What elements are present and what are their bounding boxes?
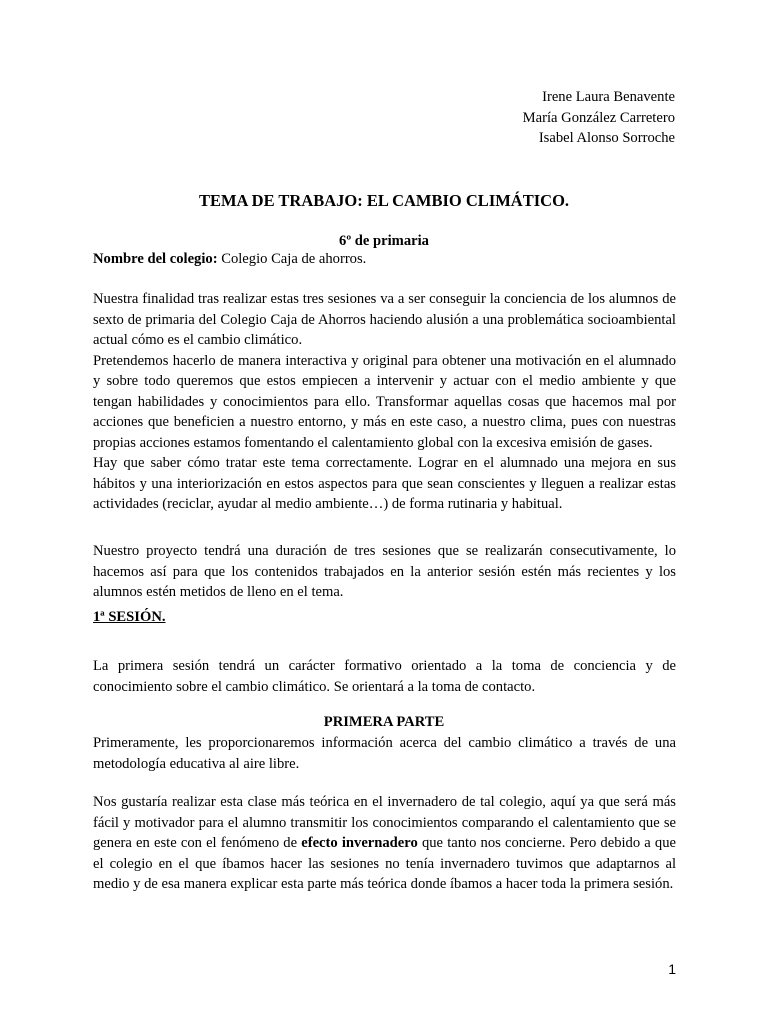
greenhouse-text-start: Nos gustaría realizar esta clase más teórica en el invernadero de tal colegio, aquí ya que será más fácil y motivador para el alumno transmitir los conocimientos comparando el calentamiento que se genera en este con el fenómeno de bbox=[93, 794, 676, 851]
author-list bbox=[523, 87, 675, 149]
greenhouse-paragraph bbox=[93, 792, 676, 895]
part-heading: PRIMERA PARTE bbox=[323, 714, 445, 730]
author-name: Irene Laura Benavente bbox=[542, 89, 675, 105]
school-label: Nombre del colegio: bbox=[93, 251, 218, 267]
greenhouse-section bbox=[93, 792, 676, 895]
part-intro bbox=[93, 733, 676, 774]
session-paragraph: La primera sesión tendrá un carácter formativo orientado a la toma de conciencia y de conocimiento sobre el cambio climático. Se orientará a la toma de contacto. bbox=[93, 658, 676, 695]
session-intro bbox=[93, 656, 676, 697]
intro-paragraph: Nuestra finalidad tras realizar estas tres sesiones va a ser conseguir la conciencia de los alumnos de sexto de primaria del Colegio Caja de Ahorros haciendo alusión a una problemática socioambiental actual cómo es el cambio climático. bbox=[93, 291, 676, 348]
intro-paragraph: Pretendemos hacerlo de manera interactiva y original para obtener una motivación en el alumnado y sobre todo queremos que estos empiecen a intervenir y actuar con el medio ambiente y que tengan habilidades y conocimientos para ello. Transformar aquellas cosas que hacemos mal por acciones que beneficien a nuestro entorno, y más en este caso, a nuestro clima, pues con nuestras propias acciones estamos fomentando el calentamiento global con la excesiva emisión de gases. bbox=[93, 352, 676, 451]
school-name: Colegio Caja de ahorros. bbox=[221, 251, 367, 267]
greenhouse-term: efecto invernadero bbox=[301, 835, 418, 851]
page-number: 1 bbox=[668, 961, 676, 977]
part-paragraph: Primeramente, les proporcionaremos información acerca del cambio climático a través de una metodología educativa al aire libre. bbox=[93, 735, 676, 772]
duration-paragraph: Nuestro proyecto tendrá una duración de tres sesiones que se realizarán consecutivamente, lo hacemos así para que los contenidos trabajados en la anterior sesión estén más recientes y los alumnos estén metidos de lleno en el tema. bbox=[93, 543, 676, 600]
grade-heading: 6º de primaria bbox=[339, 233, 429, 249]
session-heading: 1ª SESIÓN. bbox=[93, 609, 166, 625]
school-line bbox=[93, 251, 366, 268]
author-name: María González Carretero bbox=[522, 109, 675, 126]
intro-section bbox=[93, 289, 676, 515]
author-name: Isabel Alonso Sorroche bbox=[538, 130, 675, 146]
greenhouse-text-end: que tanto nos concierne. Pero debido a que el colegio en el que íbamos hacer las sesiones no tenía invernadero tuvimos que adaptarnos al medio y de esa manera explicar esta parte más teórica donde íbamos a hacer toda la primera sesión. bbox=[93, 835, 677, 892]
duration-section bbox=[93, 541, 676, 603]
intro-paragraph: Hay que saber cómo tratar este tema correctamente. Lograr en el alumnado una mejora en sus hábitos y una interiorización en estos aspectos para que sean conscientes y lleguen a realizar estas actividades (reciclar, ayudar al medio ambiente…) de forma rutinaria y habitual. bbox=[93, 455, 676, 512]
document-title: TEMA DE TRABAJO: EL CAMBIO CLIMÁTICO. bbox=[198, 191, 570, 210]
